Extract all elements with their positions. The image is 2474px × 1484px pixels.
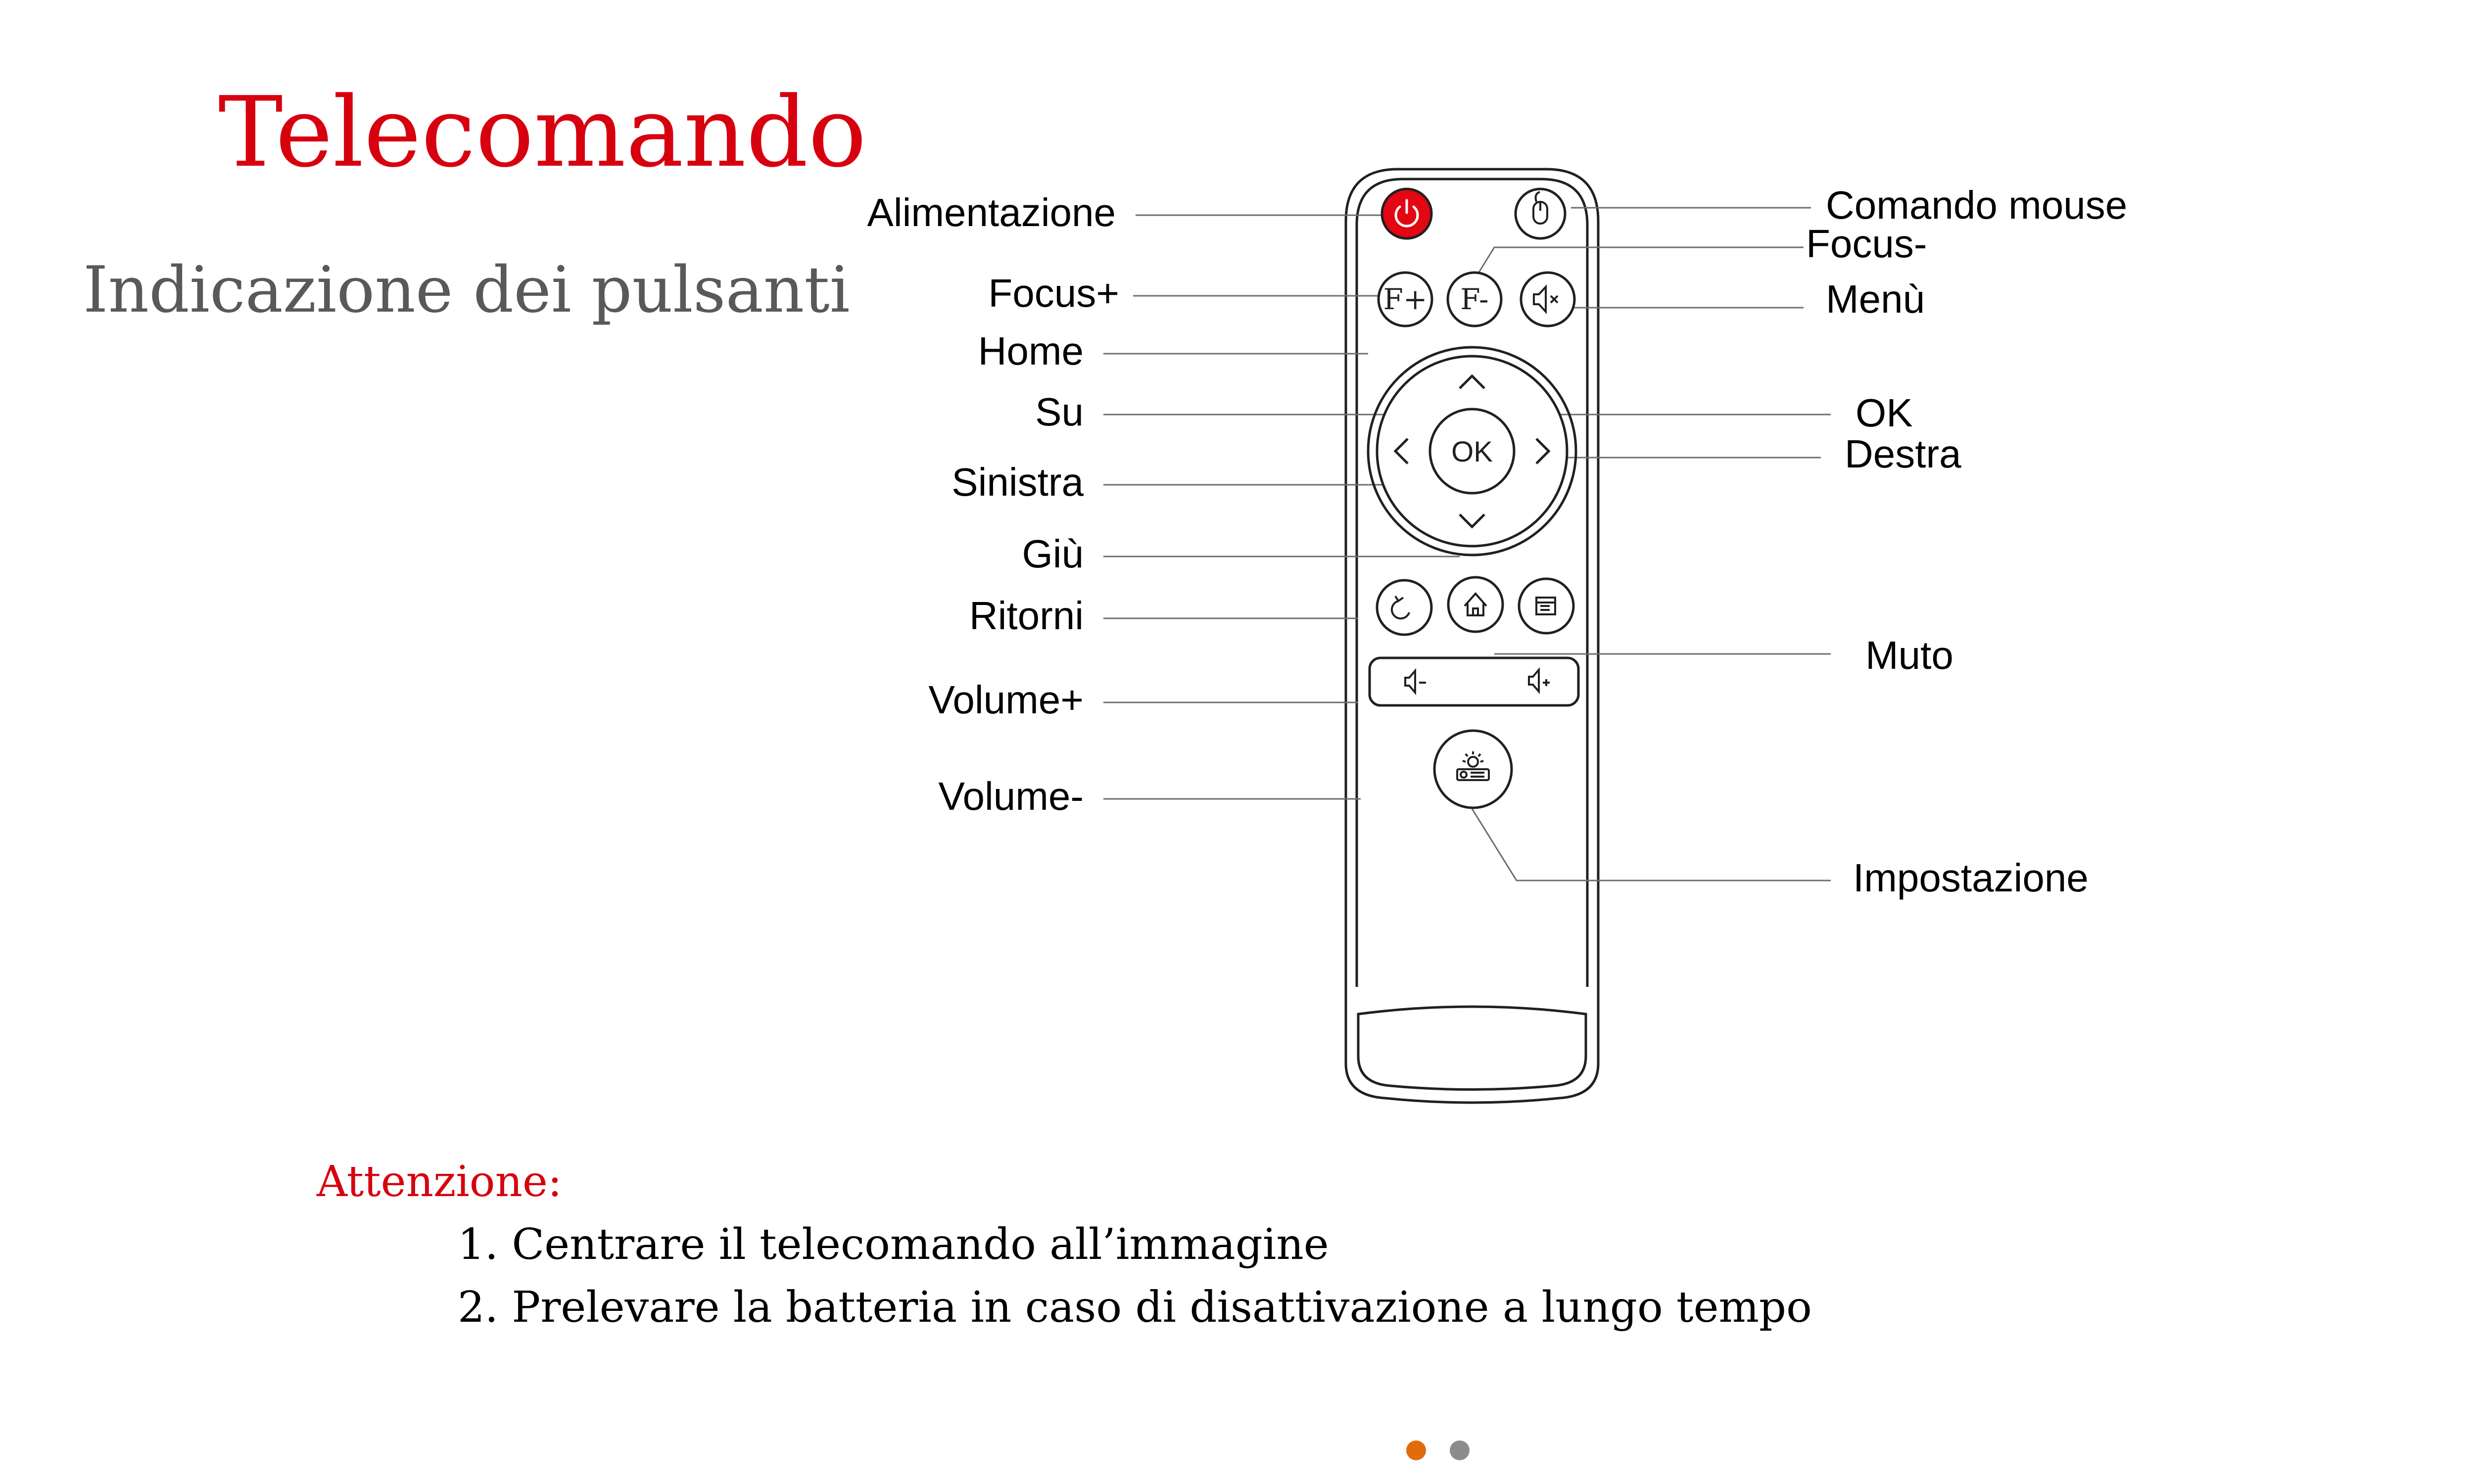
- pagination-dot-1[interactable]: [1406, 1440, 1426, 1460]
- volume-down-button[interactable]: [1376, 663, 1470, 700]
- d-pad-left[interactable]: [1385, 426, 1415, 476]
- callout-volume-up: Volume+: [928, 678, 1084, 722]
- d-pad-right[interactable]: [1529, 426, 1559, 476]
- leader-focus-minus: [1475, 247, 1804, 279]
- note-heading: Attenzione:: [317, 1157, 562, 1206]
- note-item-2: 2. Prelevare la batteria in caso di disattivazione a lungo tempo: [458, 1283, 1812, 1332]
- callout-settings: Impostazione: [1853, 856, 2089, 900]
- focus-minus-button[interactable]: [1448, 273, 1501, 326]
- leader-settings: [1472, 809, 1831, 881]
- d-pad: [1368, 347, 1576, 555]
- callout-mouse: Comando mouse: [1826, 183, 2128, 227]
- callout-back: Ritorni: [969, 594, 1084, 638]
- list-menu-button[interactable]: [1519, 579, 1573, 633]
- callout-down: Giù: [1022, 532, 1084, 576]
- volume-rocker: [1370, 658, 1578, 705]
- callout-ok: OK: [1856, 391, 1913, 435]
- remote-battery-cover: [1358, 1007, 1586, 1090]
- page-subtitle: Indicazione dei pulsanti: [83, 253, 850, 327]
- note-item-1: 1. Centrare il telecomando all’immagine: [458, 1220, 1329, 1269]
- callout-home: Home: [978, 329, 1084, 373]
- callout-volume-down: Volume-: [938, 774, 1084, 818]
- menu-button[interactable]: [1521, 273, 1574, 326]
- ok-button[interactable]: [1430, 409, 1514, 493]
- power-button[interactable]: [1382, 189, 1431, 238]
- callout-power: Alimentazione: [867, 190, 1116, 234]
- back-button[interactable]: [1377, 580, 1431, 635]
- callout-right: Destra: [1845, 432, 1961, 476]
- focus-minus-button-label: F-: [1460, 282, 1489, 316]
- volume-up-button[interactable]: [1477, 663, 1573, 700]
- page-title: Telecomando: [218, 76, 867, 189]
- mouse-button[interactable]: [1516, 189, 1565, 238]
- ok-button-label: OK: [1451, 436, 1493, 468]
- callout-menu: Menù: [1826, 277, 1925, 321]
- focus-plus-button-label: F+: [1383, 282, 1427, 316]
- d-pad-up[interactable]: [1447, 369, 1497, 398]
- callout-focus-minus: Focus-: [1806, 222, 1927, 266]
- home-button[interactable]: [1448, 577, 1503, 632]
- d-pad-down[interactable]: [1447, 505, 1497, 534]
- callout-up: Su: [1035, 390, 1084, 434]
- focus-plus-button[interactable]: [1379, 273, 1432, 326]
- callout-left: Sinistra: [952, 460, 1084, 504]
- callout-mute: Muto: [1865, 633, 1953, 677]
- settings-button[interactable]: [1434, 731, 1512, 808]
- pagination-dot-2[interactable]: [1450, 1440, 1470, 1460]
- callout-focus-plus: Focus+: [988, 271, 1119, 315]
